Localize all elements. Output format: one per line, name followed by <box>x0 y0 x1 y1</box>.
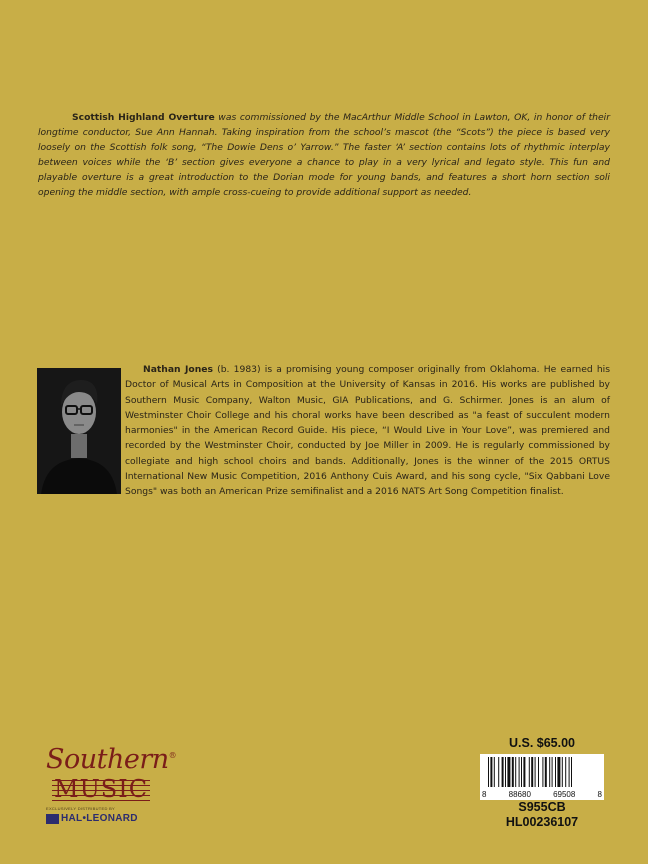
photo-spacer <box>38 362 125 498</box>
barcode-digit-group: 69508 <box>553 790 576 799</box>
logo-southern-text: Southern <box>46 744 169 775</box>
piece-description-text: was commissioned by the MacArthur Middle School in Lawton, OK, in honor of their longtime conductor, Sue Ann Hannah. Taking inspiration from the school’s mascot (the “Scots”) the piece is based very loosely on the Scottish folk song, “The Dowie Dens o’ Yarrow.” The faster ‘A’ section contains lots of rhythmic interplay between voices while the ‘B’ section gives everyone a chance to play in a very lyrical and legato style. This fun and playable overture is a great introduction to the Dorian mode for young bands, and features a short horn section soli opening the middle section, with ample cross-cueing to provide additional support as needed. <box>38 112 610 198</box>
barcode-digit-group: 8 <box>482 790 487 799</box>
hl-number: HL00236107 <box>505 815 579 829</box>
composer-bio <box>38 362 610 500</box>
distributed-by-text: EXCLUSIVELY DISTRIBUTED BY <box>46 806 116 811</box>
composer-bio-text: (b. 1983) is a promising young composer originally from Oklahoma. He earned his Doctor of Musical Arts in Composition at the University of Kansas in 2016. His works are published by Southern Music Company, Walton Music, GIA Publications, and G. Schirmer. Jones is an alum of Westminster Choir College and his choral works have been described as "a feast of succulent modern harmonies" in the American Record Guide. His piece, “I Would Live in Your Love”, was premiered and recorded by the Westminster Choir, conducted by Joe Miller in 2009. He is regularly commissioned by collegiate and high school choirs and bands. Additionally, Jones is the winner of the 2015 ORTUS International New Music Competition, 2016 Anthony Cuis Award, and his song cycle, "Six Qabbani Love Songs" was both an American Prize semifinalist and a 2016 NATS Art Song Competition finalist. <box>125 364 610 498</box>
piece-description <box>38 110 610 200</box>
piece-title: Scottish Highland Overture <box>72 112 215 123</box>
barcode-bars-icon <box>480 754 604 790</box>
barcode-digits <box>480 790 604 799</box>
hal-leonard-logo <box>46 813 138 824</box>
catalog-number: S955CB <box>518 800 566 814</box>
hal-leonard-emblem-icon <box>46 814 59 824</box>
barcode-digit-group: 8 <box>597 790 602 799</box>
logo-music-text: MUSIC <box>54 775 149 803</box>
hal-leonard-text: HAL•LEONARD <box>61 813 138 824</box>
registered-mark-icon: ® <box>168 751 177 760</box>
barcode <box>480 754 604 800</box>
southern-music-logo <box>46 744 177 830</box>
price: U.S. $65.00 <box>508 736 575 750</box>
composer-name: Nathan Jones <box>143 364 213 375</box>
price-block <box>480 736 604 830</box>
barcode-digit-group: 88680 <box>508 790 531 799</box>
